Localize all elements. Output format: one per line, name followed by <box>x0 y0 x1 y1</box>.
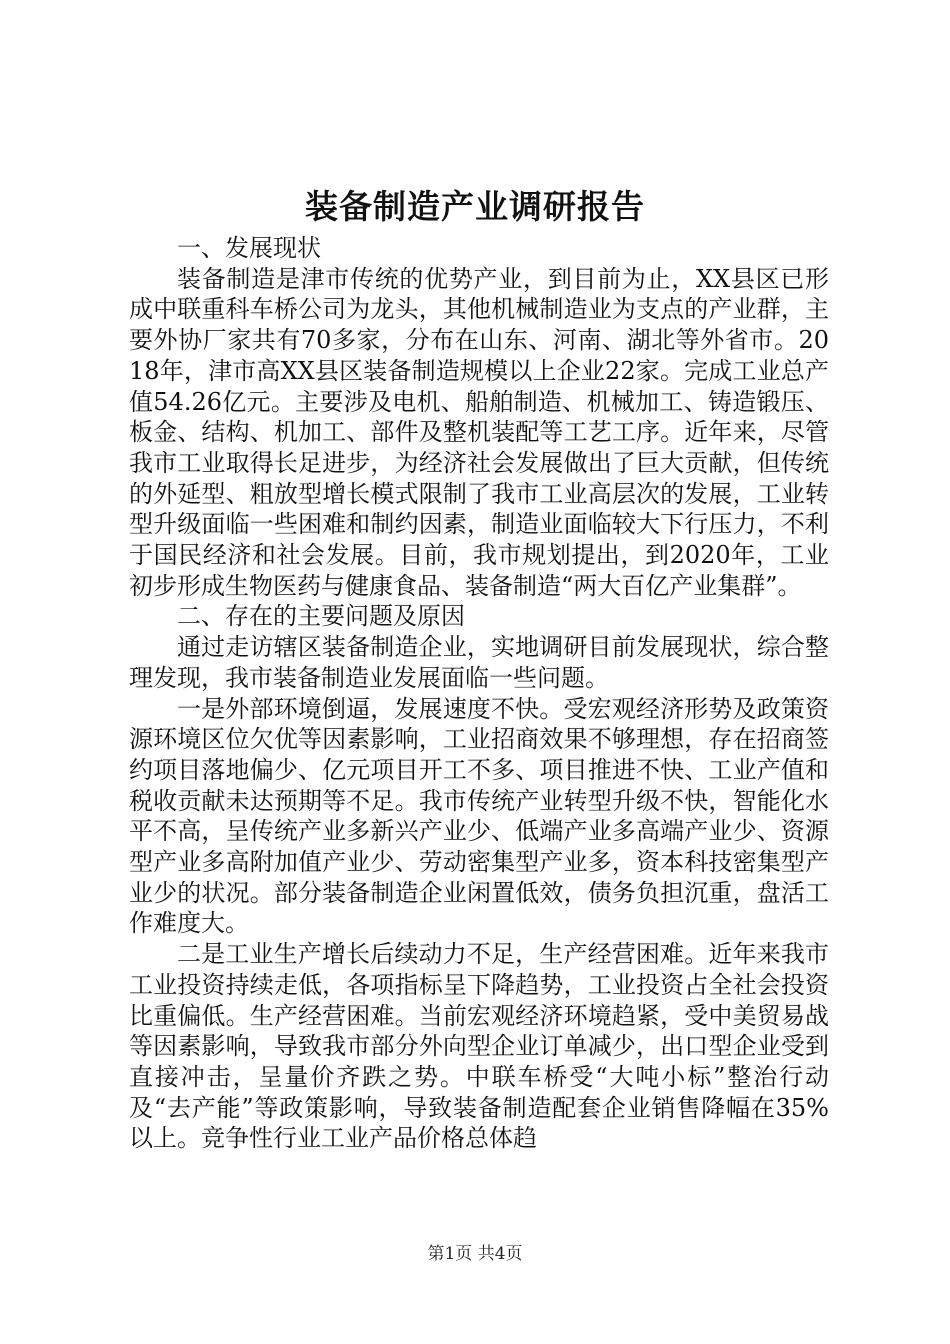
document-title: 装备制造产业调研报告 <box>305 187 645 226</box>
section-heading-problems: 二、存在的主要问题及原因 <box>177 602 465 631</box>
paragraph-problem-one: 一是外部环境倒逼，发展速度不快。受宏观经济形势及政策资源环境区位欠优等因素影响，工业招商效果不够理想，存在招商签约项目落地偏少、亿元项目开工不多、项目推进不快、工业产值和税收贡献未达预期等不足。我市传统产业转型升级不快，智能化水平不高，呈传统产业多新兴产业少、低端产业多高端产业少、资源型产业多高附加值产业少、劳动密集型产业多，资本科技密集型产业少的状况。部分装备制造企业闲置低效，债务负担沉重，盘活工作难度大。 <box>129 694 829 938</box>
section-heading-status: 一、发展现状 <box>177 234 321 262</box>
paragraph-problem-two: 二是工业生产增长后续动力不足，生产经营困难。近年来我市工业投资持续走低，各项指标呈下降趋势，工业投资占全社会投资比重偏低。生产经营困难。当前宏观经济环境趋紧，受中美贸易战等因素影响，导致我市部分外向型企业订单减少，出口型企业受到直接冲击，呈量价齐跌之势。中联车桥受“大吨小标”整治行动及“去产能”等政策影响，导致装备制造配套企业销售降幅在35%以上。竞争性行业工业产品价格总体趋 <box>129 940 829 1153</box>
page-footer: 第1页 共4页 <box>427 1244 523 1264</box>
paragraph-status: 装备制造是津市传统的优势产业，到目前为止，XX县区已形成中联重科车桥公司为龙头，其他机械制造业为支点的产业群，主要外协厂家共有70多家，分布在山东、河南、湖北等外省市。2018年，津市高XX县区装备制造规模以上企业22家。完成工业总产值54.26亿元。主要涉及电机、船舶制造、机械加工、铸造锻压、板金、结构、机加工、部件及整机装配等工艺工序。近年来，尽管我市工业取得长足进步，为经济社会发展做出了巨大贡献，但传统的外延型、粗放型增长模式限制了我市工业高层次的发展，工业转型升级面临一些困难和制约因素，制造业面临较大下行压力，不利于国民经济和社会发展。目前，我市规划提出，到2020年，工业初步形成生物医药与健康食品、装备制造“两大百亿产业集群”。 <box>129 264 829 600</box>
paragraph-problems-intro: 通过走访辖区装备制造企业，实地调研目前发展现状，综合整理发现，我市装备制造业发展面临一些问题。 <box>129 633 829 692</box>
document-body <box>129 233 829 1154</box>
